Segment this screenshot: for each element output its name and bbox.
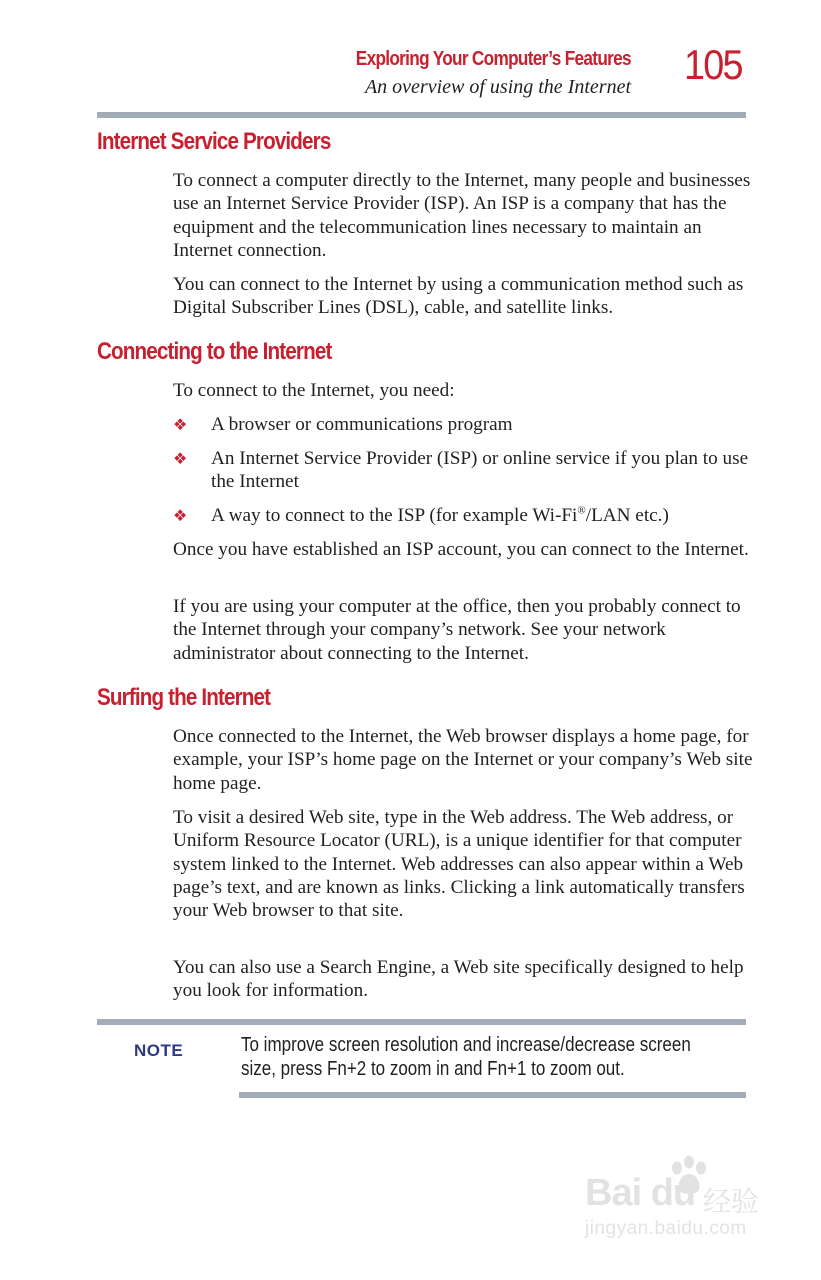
list-item-text-main: A way to connect to the ISP (for example Wi-Fi — [211, 505, 578, 526]
paragraph: Once you have established an ISP account, you can connect to the Internet. — [173, 539, 749, 560]
heading-surfing-the-internet: Surfing the Internet — [97, 684, 271, 711]
paragraph: You can also use a Search Engine, a Web site specifically designed to help you look for information. — [173, 957, 744, 1002]
list-item-text: A browser or communications program — [211, 414, 513, 435]
heading-connecting-to-the-internet: Connecting to the Internet — [97, 338, 332, 365]
diamond-bullet-icon: ❖ — [173, 506, 188, 525]
list-item — [173, 447, 753, 495]
list-item — [173, 504, 753, 528]
diamond-bullet-icon: ❖ — [173, 415, 188, 434]
diamond-bullet-icon: ❖ — [173, 449, 188, 468]
paragraph: To visit a desired Web site, type in the Web address. The Web address, or Uniform Resource Locator (URL), is a unique identifier for that computer system linked to the Internet. Web addresses can also appear within a Web page’s text, and are known as links. Clicking a link automatically transfers your Web browser to that site. — [173, 807, 745, 922]
watermark-cn: 经验 — [703, 1185, 760, 1218]
registered-mark: ® — [577, 504, 586, 517]
heading-internet-service-providers: Internet Service Providers — [97, 128, 331, 155]
note-label: NOTE — [134, 1041, 184, 1060]
paragraph: To connect to the Internet, you need: — [173, 380, 455, 401]
key-fn-1: Fn+1 — [487, 1058, 527, 1080]
list-item-text — [211, 504, 756, 527]
section-title: An overview of using the Internet — [364, 76, 631, 98]
key-fn-2: Fn+2 — [326, 1058, 367, 1080]
page-number: 105 — [684, 41, 742, 88]
paragraph: You can connect to the Internet by using a communication method such as Digital Subscriber Lines (DSL), cable, and satellite links. — [173, 274, 744, 319]
list-item-text: An Internet Service Provider (ISP) or online service if you plan to use the Internet — [211, 448, 749, 493]
note-rule-top — [97, 1019, 746, 1025]
watermark-url: jingyan.baidu.com — [585, 1218, 747, 1239]
watermark-logo: Bai du — [585, 1172, 696, 1214]
note-text: To improve screen resolution and increase/decrease screen size, press Fn+2 to zoom in and Fn+1 to zoom out. — [241, 1034, 691, 1080]
paragraph: If you are using your computer at the office, then you probably connect to the Internet through your company’s network. See your network administrator about connecting to the Internet. — [173, 596, 741, 664]
note-rule-bottom — [239, 1092, 746, 1098]
header-rule — [97, 112, 746, 118]
list-item — [173, 413, 753, 437]
paragraph: Once connected to the Internet, the Web browser displays a home page, for example, your ISP’s home page on the Internet or your company’s Web site home page. — [173, 726, 753, 794]
chapter-title: Exploring Your Computer’s Features — [355, 48, 631, 70]
paragraph: To connect a computer directly to the Internet, many people and businesses use an Internet Service Provider (ISP). An ISP is a company that has the equipment and the telecommunication lines necessary to maintain an Internet connection. — [173, 170, 751, 261]
baidu-watermark — [585, 1160, 785, 1250]
list-item-text-tail: /LAN etc.) — [585, 505, 669, 526]
